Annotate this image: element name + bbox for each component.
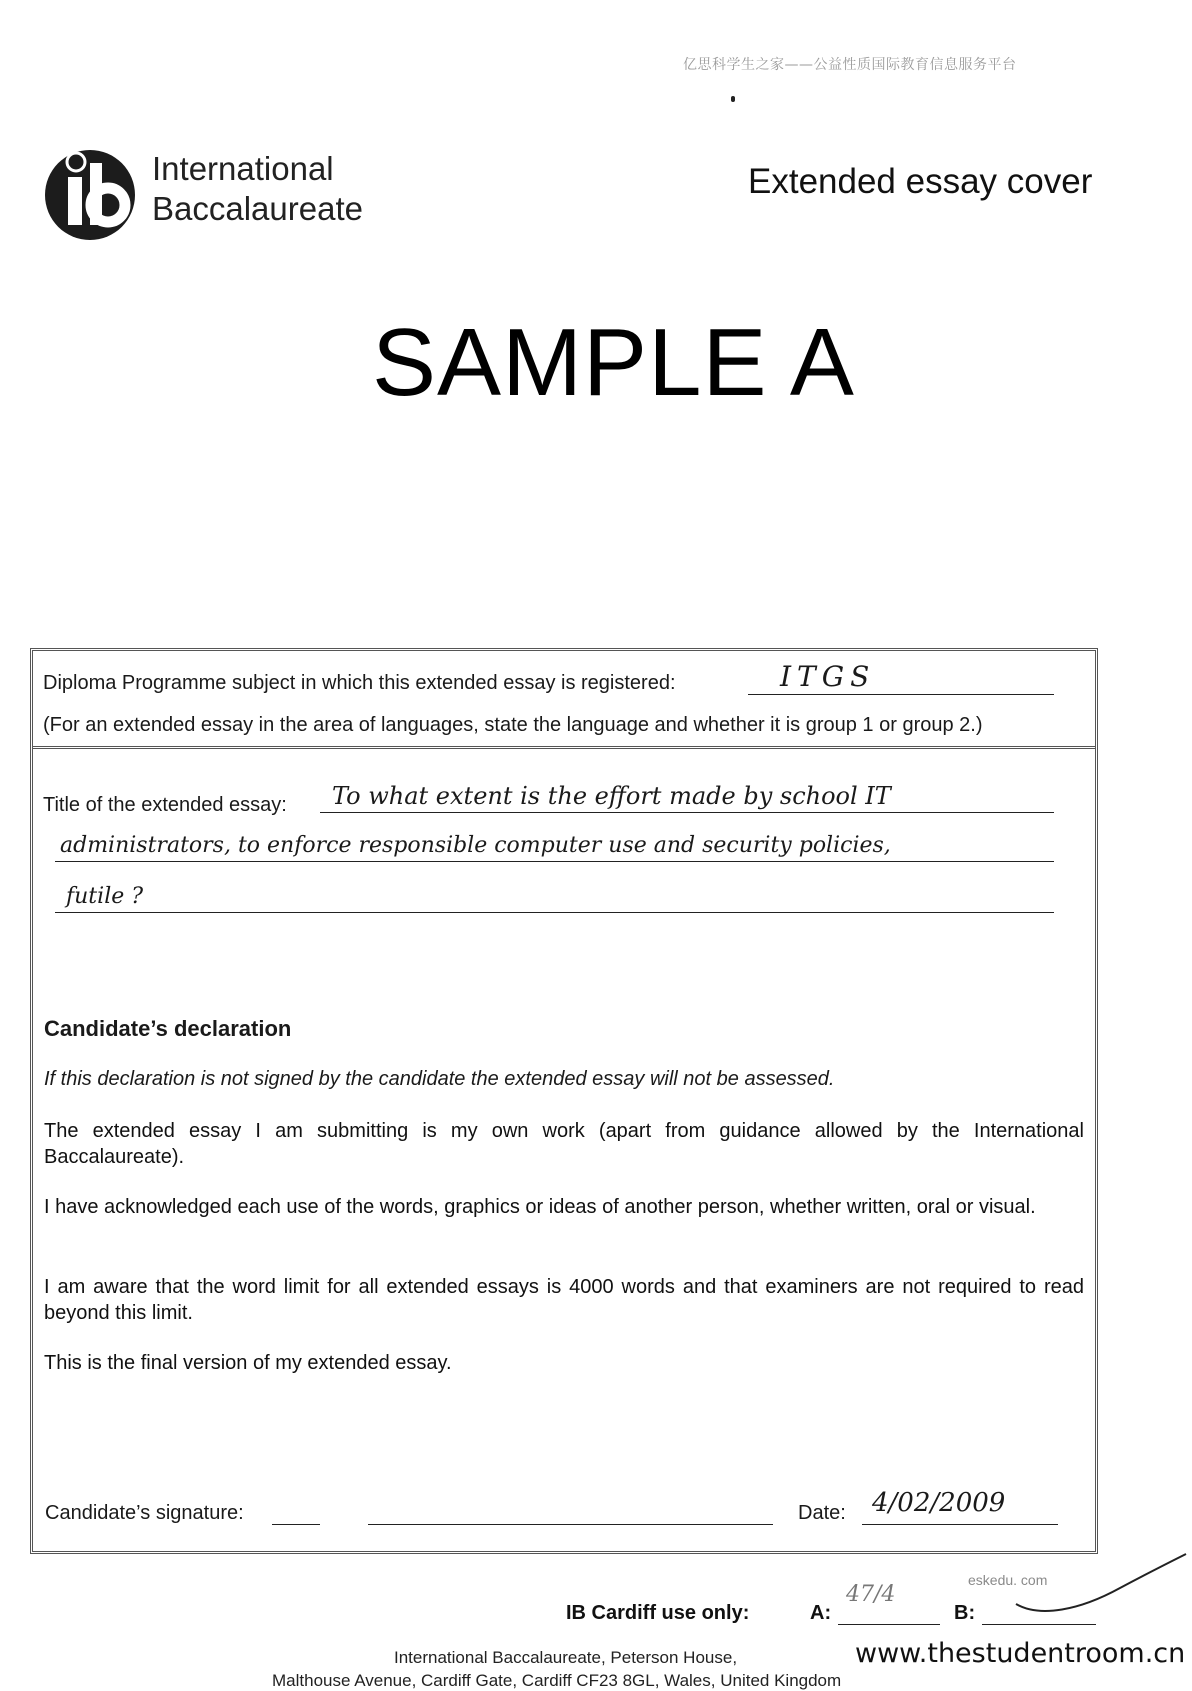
top-watermark: 亿思科学生之家——公益性质国际教育信息服务平台 bbox=[683, 57, 1017, 73]
brand-line-1: International bbox=[152, 150, 334, 187]
title-line-3 bbox=[55, 912, 1054, 913]
essay-title-text-1: To what extent is the effort made by school IT bbox=[332, 782, 891, 810]
declaration-paragraph: This is the final version of my extended essay. bbox=[44, 1352, 452, 1374]
cardiff-b-line bbox=[982, 1624, 1096, 1625]
cardiff-a-line bbox=[838, 1624, 940, 1625]
date-value: 4/02/2009 bbox=[872, 1488, 1006, 1518]
date-label: Date: bbox=[798, 1502, 846, 1524]
ink-dot bbox=[731, 96, 735, 102]
brand-line-2: Baccalaureate bbox=[152, 190, 363, 227]
site-watermark: www.thestudentroom.cn bbox=[855, 1638, 1186, 1669]
subject-value: ITGS bbox=[780, 660, 876, 693]
subject-line bbox=[748, 694, 1054, 695]
title-line-1 bbox=[320, 812, 1054, 813]
signature-line bbox=[368, 1524, 773, 1525]
declaration-heading: Candidate’s declaration bbox=[44, 1016, 292, 1041]
cardiff-b-label: B: bbox=[954, 1602, 976, 1624]
declaration-paragraph: The extended essay I am submitting is my own work (apart from guidance allowed by the International Baccalaureate). bbox=[44, 1120, 1084, 1168]
section-separator bbox=[33, 746, 1095, 749]
declaration-warning: If this declaration is not signed by the candidate the extended essay will not be assessed. bbox=[44, 1068, 835, 1090]
cardiff-a-label: A: bbox=[810, 1602, 832, 1624]
cover-title: Extended essay cover bbox=[748, 162, 1093, 201]
signature-label: Candidate’s signature: bbox=[45, 1502, 244, 1524]
declaration-paragraph: I have acknowledged each use of the words, graphics or ideas of another person, whether written, oral or visual. bbox=[44, 1196, 1036, 1218]
declaration-paragraph: I am aware that the word limit for all extended essays is 4000 words and that examiners are not required to read beyond this limit. bbox=[44, 1276, 1084, 1324]
eskedu-watermark: eskedu. com bbox=[968, 1572, 1048, 1588]
ib-logo bbox=[42, 145, 138, 241]
title-line-2 bbox=[55, 861, 1054, 862]
address-line-1: International Baccalaureate, Peterson House, bbox=[394, 1648, 738, 1667]
essay-title-text-2: administrators, to enforce responsible computer use and security policies, bbox=[60, 833, 891, 858]
subject-note: (For an extended essay in the area of languages, state the language and whether it is group 1 or group 2.) bbox=[43, 714, 983, 736]
cardiff-label: IB Cardiff use only: bbox=[566, 1602, 750, 1624]
address-line-2: Malthouse Avenue, Cardiff Gate, Cardiff CF23 8GL, Wales, United Kingdom bbox=[272, 1671, 842, 1690]
essay-title-label: Title of the extended essay: bbox=[43, 794, 287, 816]
date-line bbox=[862, 1524, 1058, 1525]
subject-label: Diploma Programme subject in which this extended essay is registered: bbox=[43, 672, 676, 694]
sample-label: SAMPLE A bbox=[372, 309, 855, 416]
essay-title-text-3: futile ? bbox=[66, 884, 144, 909]
signature-line-short bbox=[272, 1524, 320, 1525]
cardiff-a-value: 47/4 bbox=[846, 1582, 896, 1607]
